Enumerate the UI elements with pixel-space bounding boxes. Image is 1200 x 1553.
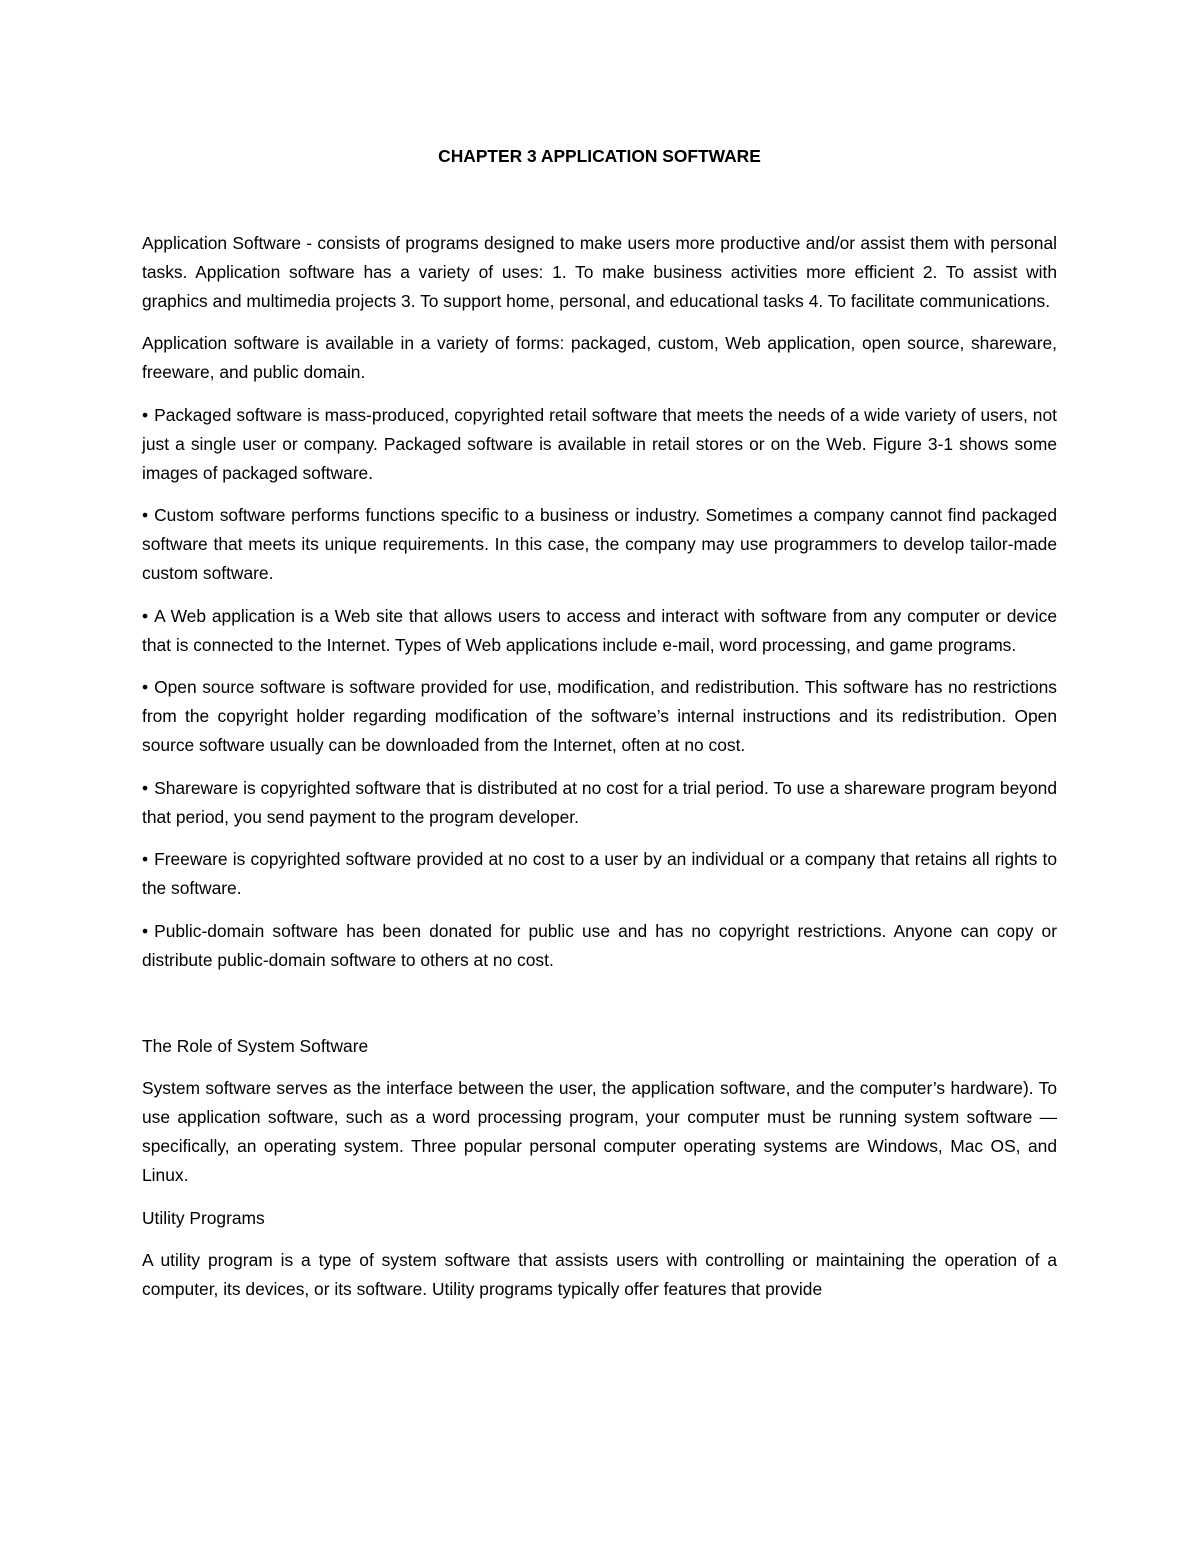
bullet-freeware: [142, 845, 1057, 903]
bullet-text: Packaged software is mass-produced, copyrighted retail software that meets the needs of a wide variety of users, not just a single user or company. Packaged software is available in retail stores or on the Web. Figure 3-1 shows some images of packaged software.: [142, 404, 1057, 483]
bullet-web-application: [142, 602, 1057, 660]
system-software-heading: The Role of System Software: [142, 1035, 369, 1056]
intro-paragraph: Application Software - consists of programs designed to make users more productive and/or assist them with personal tasks. Application software has a variety of uses: 1. To make business activities more efficient 2. To assist with graphics and multimedia projects 3. To support home, personal, and educational tasks 4. To facilitate communications.: [142, 233, 1057, 311]
bullet-icon: •: [142, 404, 149, 425]
section-spacer: [142, 989, 1057, 1032]
bullet-icon: •: [142, 605, 149, 626]
bullet-open-source: [142, 673, 1057, 759]
bullet-public-domain: [142, 917, 1057, 975]
document-body: [142, 140, 1057, 1318]
bullet-text: A Web application is a Web site that allows users to access and interact with software from any computer or device that is connected to the Internet. Types of Web applications include e-mail, word processing, and game programs.: [142, 605, 1057, 655]
bullet-packaged: [142, 401, 1057, 487]
system-software-paragraph: System software serves as the interface between the user, the application software, and the computer’s hardware). To use application software, such as a word processing program, your computer must be running system software — specifically, an operating system. Three popular personal computer operating systems are Windows, Mac OS, and Linux.: [142, 1078, 1057, 1185]
bullet-text: Open source software is software provided for use, modification, and redistribution. This software has no restrictions from the copyright holder regarding modification of the software’s internal instructions and its redistribution. Open source software usually can be downloaded from the Internet, often at no cost.: [142, 677, 1057, 755]
chapter-title: CHAPTER 3 APPLICATION SOFTWARE: [438, 146, 761, 166]
bullet-icon: •: [142, 777, 149, 798]
bullet-shareware: [142, 774, 1057, 832]
utility-programs-paragraph: A utility program is a type of system software that assists users with controlling or maintaining the operation of a computer, its devices, or its software. Utility programs typically offer features that provide: [142, 1250, 1057, 1300]
forms-paragraph: Application software is available in a variety of forms: packaged, custom, Web application, open source, shareware, freeware, and public domain.: [142, 333, 1057, 383]
bullet-text: Shareware is copyrighted software that is distributed at no cost for a trial period. To use a shareware program beyond that period, you send payment to the program developer.: [142, 777, 1057, 827]
bullet-text: Custom software performs functions specific to a business or industry. Sometimes a company cannot find packaged software that meets its unique requirements. In this case, the company may use programmers to develop tailor-made custom software.: [142, 505, 1057, 583]
bullet-custom: [142, 501, 1057, 587]
bullet-icon: •: [142, 505, 149, 526]
utility-programs-heading: Utility Programs: [142, 1207, 265, 1228]
bullet-text: Freeware is copyrighted software provided at no cost to a user by an individual or a company that retains all rights to the software.: [142, 849, 1057, 899]
bullet-icon: •: [142, 849, 149, 870]
bullet-icon: •: [142, 677, 149, 698]
bullet-icon: •: [142, 920, 149, 941]
bullet-text: Public-domain software has been donated for public use and has no copyright restrictions. Anyone can copy or distribute public-domain software to others at no cost.: [142, 920, 1057, 970]
